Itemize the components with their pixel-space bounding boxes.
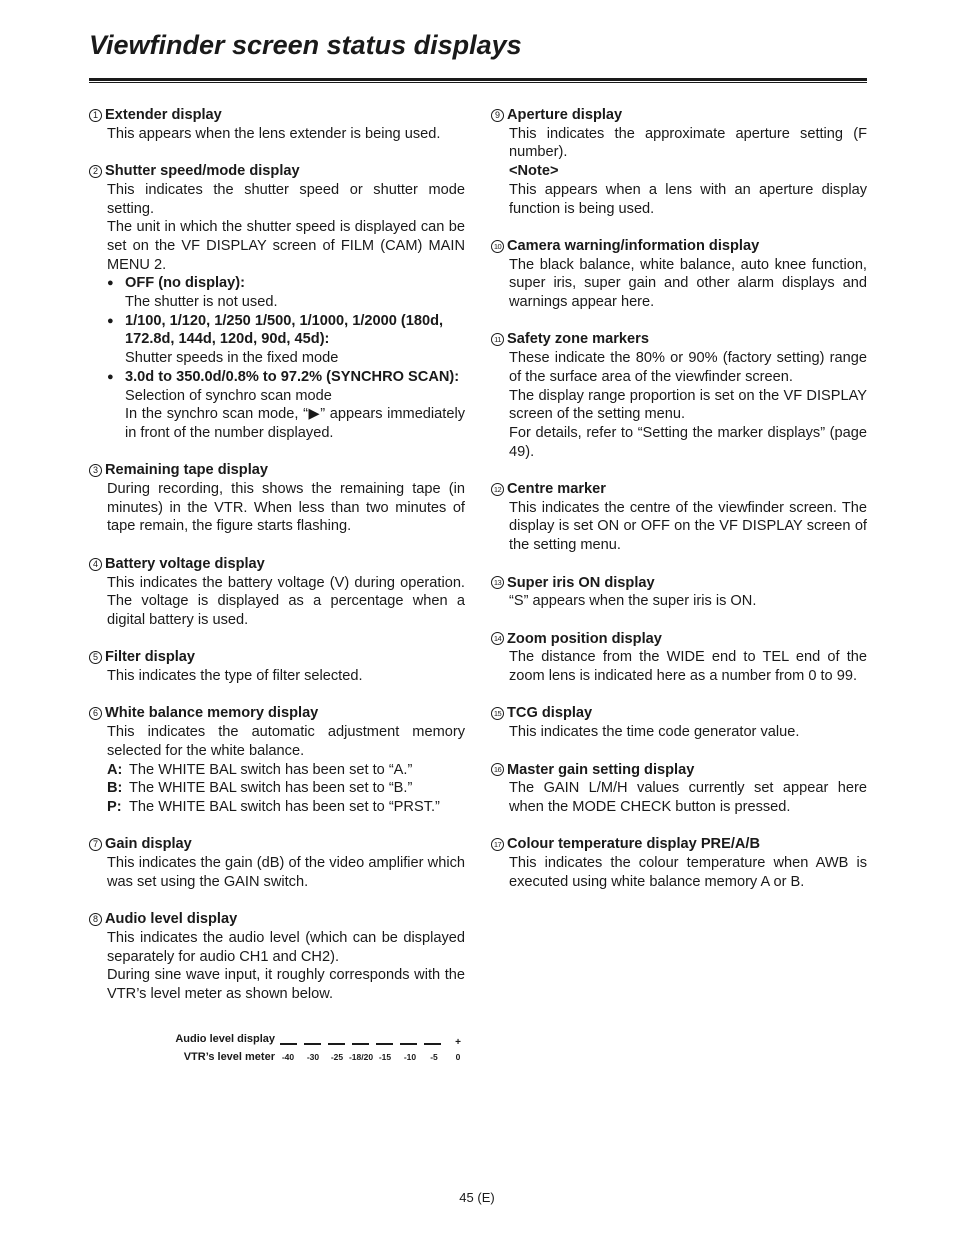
- section-body: During recording, this shows the remaining tape (in minutes) in the VTR. When less than two minutes of tape remain, the figure starts flashing.: [107, 481, 465, 535]
- meter-segment: [400, 1043, 417, 1045]
- wb-text: The WHITE BAL switch has been set to “PRST.”: [129, 798, 440, 815]
- section-title: Camera warning/information display: [507, 237, 760, 254]
- left-column: [89, 106, 465, 1022]
- section-remaining-tape: [89, 461, 465, 536]
- circled-number: 8: [89, 913, 102, 926]
- circled-number: 7: [89, 838, 102, 851]
- section-body: This indicates the shutter speed or shutter mode setting.: [107, 181, 465, 217]
- circled-number: 5: [89, 651, 102, 664]
- meter-segment: [280, 1043, 297, 1045]
- bullet-dot-icon: ●: [107, 370, 114, 383]
- section-title: Filter display: [105, 649, 196, 666]
- bullet-title: 1/100, 1/120, 1/250 1/500, 1/1000, 1/2000 (180d, 172.8d, 144d, 120d, 90d, 45d):: [125, 312, 444, 348]
- wb-key: B:: [107, 780, 123, 797]
- section-body: The GAIN L/M/H values currently set appear here when the MODE CHECK button is pressed.: [509, 780, 867, 815]
- section-body: The black balance, white balance, auto knee function, super iris, super gain and other alarm displays and warnings appear here.: [509, 256, 867, 311]
- section-title: Master gain setting display: [507, 761, 695, 778]
- section-body: This indicates the centre of the viewfinder screen. The display is set ON or OFF on the VF DISPLAY screen of the setting menu.: [509, 499, 867, 554]
- section-filter-display: [89, 648, 465, 685]
- meter-tick: -25: [330, 1052, 344, 1062]
- meter-segment: [352, 1043, 369, 1045]
- circled-number: 13: [491, 576, 504, 589]
- section-body: This indicates the type of filter selected.: [107, 668, 363, 685]
- bullet-item: [107, 312, 465, 368]
- meter-row1-label: Audio level display: [175, 1033, 275, 1045]
- section-colour-temperature: [491, 835, 867, 891]
- section-zoom-position: [491, 630, 867, 686]
- wb-key: P:: [107, 798, 122, 815]
- note-text: This appears when a lens with an aperture display function is being used.: [509, 181, 867, 217]
- meter-segment: [304, 1043, 321, 1045]
- circled-number: 14: [491, 632, 504, 645]
- section-body: During sine wave input, it roughly corresponds with the VTR’s level meter as shown below.: [107, 967, 465, 1002]
- section-title: Audio level display: [105, 911, 238, 928]
- bullet-text: In the synchro scan mode, “▶” appears immediately in front of the number displayed.: [125, 406, 465, 441]
- wb-item: [107, 779, 465, 798]
- right-column: [491, 106, 867, 910]
- meter-tick: -15: [378, 1052, 392, 1062]
- section-master-gain: [491, 761, 867, 817]
- bullet-item: [107, 274, 465, 311]
- section-body: This indicates the time code generator value.: [509, 724, 800, 741]
- circled-number: 4: [89, 558, 102, 571]
- page-number: 45 (E): [459, 1190, 495, 1205]
- circled-number: 11: [491, 333, 504, 346]
- section-centre-marker: [491, 480, 867, 555]
- meter-segment: [376, 1043, 393, 1045]
- section-camera-warning: [491, 237, 867, 312]
- circled-number: 15: [491, 707, 504, 720]
- bullet-text: Selection of synchro scan mode: [125, 387, 332, 404]
- section-body: This indicates the automatic adjustment memory selected for the white balance.: [107, 724, 465, 759]
- section-title: Extender display: [105, 107, 222, 123]
- section-aperture-display: [491, 106, 867, 218]
- circled-number: 1: [89, 109, 102, 122]
- section-body: This indicates the gain (dB) of the video amplifier which was set using the GAIN switch.: [107, 855, 465, 890]
- meter-tick: -40: [281, 1052, 295, 1062]
- bullet-dot-icon: ●: [107, 314, 114, 327]
- bullet-item: [107, 368, 465, 443]
- section-tcg-display: [491, 704, 867, 741]
- section-body: The distance from the WIDE end to TEL end of the zoom lens is indicated here as a number from 0 to 99.: [509, 649, 867, 685]
- section-body: This indicates the colour temperature when AWB is executed using white balance memory A or B.: [509, 855, 867, 890]
- audio-level-meter-diagram: [130, 1033, 475, 1069]
- meter-segment: [328, 1043, 345, 1045]
- wb-text: The WHITE BAL switch has been set to “A.”: [129, 761, 413, 778]
- meter-tick: -30: [306, 1052, 320, 1062]
- circled-number: 3: [89, 464, 102, 477]
- bullet-text: Shutter speeds in the fixed mode: [125, 350, 339, 367]
- meter-row2-label: VTR’s level meter: [183, 1051, 275, 1063]
- section-safety-zone: [491, 330, 867, 461]
- note-label: <Note>: [509, 163, 559, 180]
- meter-tick: -5: [430, 1052, 438, 1062]
- section-body: “S” appears when the super iris is ON.: [509, 593, 757, 610]
- section-body: These indicate the 80% or 90% (factory setting) range of the surface area of the viewfinder screen.: [509, 350, 867, 385]
- section-extender-display: [89, 106, 465, 143]
- section-white-balance-memory: [89, 704, 465, 816]
- circled-number: 6: [89, 707, 102, 720]
- section-title: Gain display: [105, 836, 192, 853]
- section-title: Super iris ON display: [507, 574, 655, 591]
- bullet-dot-icon: ●: [107, 277, 114, 290]
- bullet-title: 3.0d to 350.0d/0.8% to 97.2% (SYNCHRO SCAN):: [125, 368, 460, 385]
- bullet-title: OFF (no display):: [125, 275, 245, 292]
- section-body: This appears when the lens extender is being used.: [107, 125, 441, 142]
- page-title: Viewfinder screen status displays: [89, 30, 522, 60]
- wb-item: [107, 761, 465, 780]
- section-body: This indicates the audio level (which can be displayed separately for audio CH1 and CH2).: [107, 929, 465, 965]
- section-title: Centre marker: [507, 481, 606, 498]
- meter-tick: 0: [455, 1052, 461, 1062]
- section-title: Zoom position display: [507, 630, 662, 647]
- wb-item: [107, 798, 465, 817]
- section-title: Shutter speed/mode display: [105, 163, 300, 180]
- circled-number: 17: [491, 838, 504, 851]
- section-gain-display: [89, 835, 465, 891]
- section-title: White balance memory display: [105, 705, 319, 722]
- section-battery-voltage: [89, 555, 465, 630]
- wb-text: The WHITE BAL switch has been set to “B.”: [129, 780, 413, 797]
- section-title: TCG display: [507, 705, 593, 722]
- section-super-iris: [491, 574, 867, 611]
- section-body: For details, refer to “Setting the marker displays” (page 49).: [509, 424, 867, 460]
- section-title: Aperture display: [507, 107, 623, 123]
- section-title: Remaining tape display: [105, 462, 269, 479]
- meter-tick: -18/20: [348, 1052, 374, 1062]
- meter-segment: [424, 1043, 441, 1045]
- section-body: This indicates the approximate aperture setting (F number).: [509, 125, 867, 161]
- section-audio-level: [89, 910, 465, 1004]
- section-body: This indicates the battery voltage (V) during operation. The voltage is displayed as a percentage when a digital battery is used.: [107, 574, 465, 628]
- meter-plus: +: [455, 1037, 461, 1048]
- bullet-text: The shutter is not used.: [125, 294, 278, 311]
- circled-number: 2: [89, 165, 102, 178]
- section-body: The unit in which the shutter speed is displayed can be set on the VF DISPLAY screen of FILM (CAM) MAIN MENU 2.: [107, 219, 465, 273]
- section-shutter-display: [89, 162, 465, 443]
- circled-number: 10: [491, 240, 504, 253]
- meter-tick: -10: [403, 1052, 417, 1062]
- circled-number: 16: [491, 763, 504, 776]
- title-rule: [89, 78, 867, 83]
- section-title: Safety zone markers: [507, 331, 649, 348]
- section-title: Battery voltage display: [105, 555, 265, 572]
- section-body: The display range proportion is set on the VF DISPLAY screen of the setting menu.: [509, 387, 867, 423]
- wb-key: A:: [107, 761, 123, 778]
- circled-number: 9: [491, 109, 504, 122]
- circled-number: 12: [491, 483, 504, 496]
- section-title: Colour temperature display PRE/A/B: [507, 836, 761, 853]
